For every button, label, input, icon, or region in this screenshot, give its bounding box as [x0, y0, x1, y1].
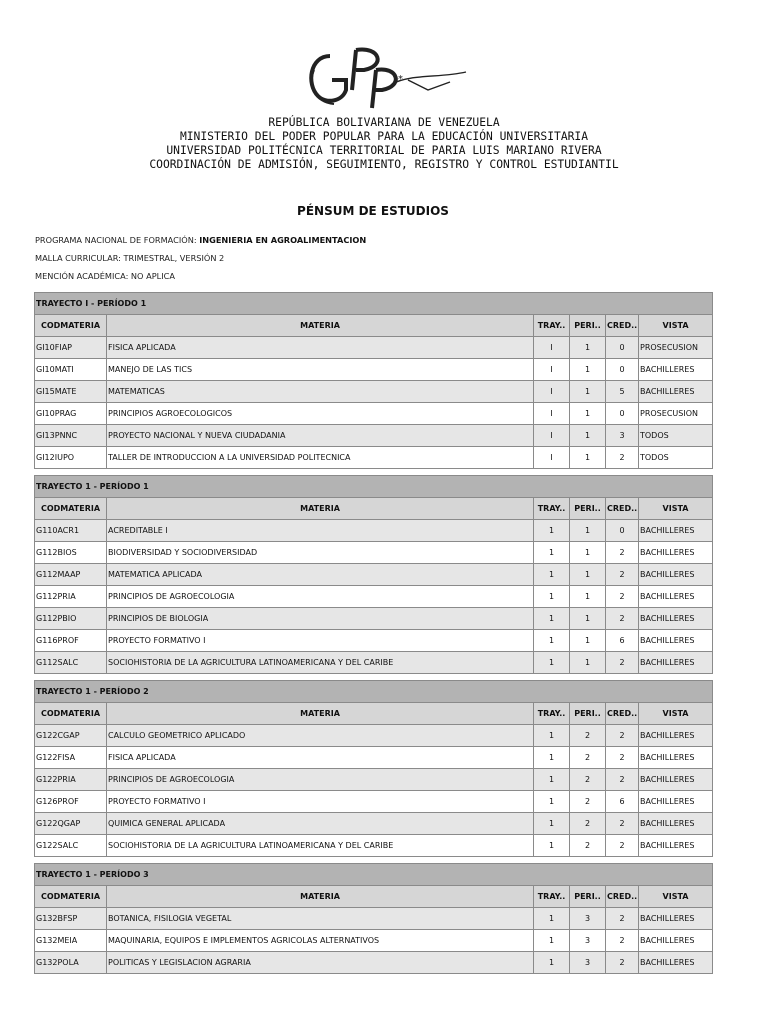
- table-cell: 0: [606, 520, 639, 542]
- column-header: CRED..: [606, 315, 639, 337]
- column-header: MATERIA: [107, 703, 534, 725]
- table-row: [35, 586, 713, 608]
- table-cell: 1: [570, 447, 606, 469]
- table-cell: 2: [606, 835, 639, 857]
- column-header: PERI..: [570, 315, 606, 337]
- table-cell: 1: [534, 769, 570, 791]
- table-cell: G126PROF: [35, 791, 107, 813]
- table-row: [35, 608, 713, 630]
- column-header: CODMATERIA: [35, 315, 107, 337]
- table-cell: BACHILLERES: [639, 813, 713, 835]
- table-cell: G122FISA: [35, 747, 107, 769]
- table-cell: 2: [606, 608, 639, 630]
- table-cell: PRINCIPIOS DE AGROECOLOGIA: [107, 769, 534, 791]
- table-cell: FISICA APLICADA: [107, 337, 534, 359]
- table-cell: 1: [534, 652, 570, 674]
- column-header: CODMATERIA: [35, 703, 107, 725]
- section-title: TRAYECTO 1 - PERÍODO 3: [35, 864, 713, 886]
- table-cell: PROYECTO FORMATIVO I: [107, 791, 534, 813]
- table-cell: BACHILLERES: [639, 520, 713, 542]
- table-cell: BACHILLERES: [639, 381, 713, 403]
- table-cell: 2: [606, 769, 639, 791]
- table-cell: 1: [570, 586, 606, 608]
- table-cell: 1: [570, 425, 606, 447]
- table-cell: 2: [606, 930, 639, 952]
- column-header: TRAY..: [534, 498, 570, 520]
- section-header: [35, 293, 713, 315]
- table-cell: G112PRIA: [35, 586, 107, 608]
- section-title: TRAYECTO I - PERÍODO 1: [35, 293, 713, 315]
- table-cell: 2: [570, 747, 606, 769]
- table-cell: 1: [534, 908, 570, 930]
- column-header-row: [35, 703, 713, 725]
- column-header: CODMATERIA: [35, 886, 107, 908]
- table-row: [35, 542, 713, 564]
- table-cell: 1: [570, 652, 606, 674]
- programa-line: [35, 235, 366, 245]
- table-cell: 1: [570, 520, 606, 542]
- table-cell: G132BFSP: [35, 908, 107, 930]
- table-cell: 1: [570, 630, 606, 652]
- table-cell: 0: [606, 337, 639, 359]
- section-title: TRAYECTO 1 - PERÍODO 1: [35, 476, 713, 498]
- table-cell: BACHILLERES: [639, 747, 713, 769]
- column-header: CODMATERIA: [35, 498, 107, 520]
- table-cell: 2: [570, 813, 606, 835]
- table-cell: 2: [606, 813, 639, 835]
- header-line-2: MINISTERIO DEL PODER POPULAR PARA LA EDUCACIÓN UNIVERSITARIA: [179, 130, 589, 143]
- table-cell: G116PROF: [35, 630, 107, 652]
- table-cell: 1: [534, 630, 570, 652]
- table-cell: 2: [606, 652, 639, 674]
- section-table: [34, 680, 713, 857]
- table-cell: 1: [570, 337, 606, 359]
- column-header: CRED..: [606, 703, 639, 725]
- table-cell: 6: [606, 630, 639, 652]
- column-header-row: [35, 886, 713, 908]
- table-cell: 2: [570, 791, 606, 813]
- table-cell: PRINCIPIOS AGROECOLOGICOS: [107, 403, 534, 425]
- table-cell: BACHILLERES: [639, 608, 713, 630]
- svg-text:*: *: [398, 74, 403, 85]
- table-cell: GI10PRAG: [35, 403, 107, 425]
- table-cell: BACHILLERES: [639, 586, 713, 608]
- table-cell: SOCIOHISTORIA DE LA AGRICULTURA LATINOAMERICANA Y DEL CARIBE: [107, 835, 534, 857]
- table-cell: MAQUINARIA, EQUIPOS E IMPLEMENTOS AGRICOLAS ALTERNATIVOS: [107, 930, 534, 952]
- table-cell: I: [534, 381, 570, 403]
- table-cell: 1: [534, 586, 570, 608]
- table-row: [35, 337, 713, 359]
- table-row: [35, 835, 713, 857]
- table-row: [35, 908, 713, 930]
- column-header-row: [35, 315, 713, 337]
- table-cell: 1: [534, 564, 570, 586]
- table-cell: 2: [606, 564, 639, 586]
- section-title: TRAYECTO 1 - PERÍODO 2: [35, 681, 713, 703]
- table-cell: CALCULO GEOMETRICO APLICADO: [107, 725, 534, 747]
- table-cell: PROYECTO FORMATIVO I: [107, 630, 534, 652]
- table-cell: 2: [570, 769, 606, 791]
- table-cell: GI10FIAP: [35, 337, 107, 359]
- table-cell: GI10MATI: [35, 359, 107, 381]
- table-cell: G132MEIA: [35, 930, 107, 952]
- table-row: [35, 381, 713, 403]
- column-header-row: [35, 498, 713, 520]
- table-cell: 2: [606, 908, 639, 930]
- header-line-1: REPÚBLICA BOLIVARIANA DE VENEZUELA: [268, 116, 500, 129]
- column-header: TRAY..: [534, 315, 570, 337]
- column-header: MATERIA: [107, 886, 534, 908]
- column-header: VISTA: [639, 886, 713, 908]
- table-cell: G112PBIO: [35, 608, 107, 630]
- table-row: [35, 425, 713, 447]
- table-cell: G122PRIA: [35, 769, 107, 791]
- column-header: CRED..: [606, 886, 639, 908]
- table-cell: I: [534, 425, 570, 447]
- table-cell: 2: [570, 835, 606, 857]
- table-cell: FISICA APLICADA: [107, 747, 534, 769]
- table-cell: PROYECTO NACIONAL Y NUEVA CIUDADANIA: [107, 425, 534, 447]
- table-cell: BIODIVERSIDAD Y SOCIODIVERSIDAD: [107, 542, 534, 564]
- section-table: [34, 292, 713, 469]
- table-cell: POLITICAS Y LEGISLACION AGRARIA: [107, 952, 534, 974]
- table-row: [35, 952, 713, 974]
- table-cell: I: [534, 337, 570, 359]
- column-header: MATERIA: [107, 315, 534, 337]
- table-cell: 1: [570, 608, 606, 630]
- table-cell: 1: [570, 403, 606, 425]
- table-cell: 6: [606, 791, 639, 813]
- table-cell: 1: [534, 813, 570, 835]
- mencion-line: MENCIÓN ACADÉMICA: NO APLICA: [35, 271, 175, 281]
- table-cell: 1: [534, 835, 570, 857]
- table-cell: QUIMICA GENERAL APLICADA: [107, 813, 534, 835]
- table-cell: 1: [534, 791, 570, 813]
- table-cell: 2: [606, 725, 639, 747]
- table-cell: GI15MATE: [35, 381, 107, 403]
- table-cell: 3: [570, 930, 606, 952]
- table-cell: 0: [606, 403, 639, 425]
- table-cell: 1: [534, 520, 570, 542]
- column-header: VISTA: [639, 498, 713, 520]
- table-cell: PRINCIPIOS DE AGROECOLOGIA: [107, 586, 534, 608]
- table-cell: 5: [606, 381, 639, 403]
- table-cell: BOTANICA, FISILOGIA VEGETAL: [107, 908, 534, 930]
- table-cell: 1: [534, 930, 570, 952]
- table-cell: TODOS: [639, 425, 713, 447]
- table-cell: 3: [570, 952, 606, 974]
- column-header: TRAY..: [534, 886, 570, 908]
- table-cell: BACHILLERES: [639, 359, 713, 381]
- table-cell: BACHILLERES: [639, 542, 713, 564]
- table-cell: BACHILLERES: [639, 908, 713, 930]
- table-row: [35, 747, 713, 769]
- table-cell: 1: [534, 608, 570, 630]
- table-cell: I: [534, 359, 570, 381]
- table-cell: 1: [570, 359, 606, 381]
- table-cell: BACHILLERES: [639, 769, 713, 791]
- table-cell: G112BIOS: [35, 542, 107, 564]
- table-cell: BACHILLERES: [639, 564, 713, 586]
- table-cell: MATEMATICAS: [107, 381, 534, 403]
- table-cell: 2: [606, 447, 639, 469]
- column-header: TRAY..: [534, 703, 570, 725]
- table-cell: 1: [534, 747, 570, 769]
- table-cell: ACREDITABLE I: [107, 520, 534, 542]
- section-header: [35, 864, 713, 886]
- table-cell: PROSECUSION: [639, 403, 713, 425]
- table-cell: BACHILLERES: [639, 652, 713, 674]
- column-header: PERI..: [570, 703, 606, 725]
- institution-header: [0, 116, 768, 172]
- table-cell: BACHILLERES: [639, 835, 713, 857]
- malla-line: MALLA CURRICULAR: TRIMESTRAL, VERSIÓN 2: [35, 253, 225, 263]
- table-cell: 1: [534, 725, 570, 747]
- table-cell: BACHILLERES: [639, 791, 713, 813]
- table-cell: TODOS: [639, 447, 713, 469]
- table-cell: 2: [606, 952, 639, 974]
- table-cell: TALLER DE INTRODUCCION A LA UNIVERSIDAD POLITECNICA: [107, 447, 534, 469]
- programa-value: INGENIERIA EN AGROALIMENTACION: [199, 235, 367, 245]
- document-title: PÉNSUM DE ESTUDIOS: [297, 204, 449, 218]
- table-cell: G122QGAP: [35, 813, 107, 835]
- table-cell: G122SALC: [35, 835, 107, 857]
- table-cell: 2: [606, 586, 639, 608]
- table-row: [35, 630, 713, 652]
- table-cell: BACHILLERES: [639, 930, 713, 952]
- section-table: [34, 475, 713, 674]
- table-cell: 2: [606, 542, 639, 564]
- table-cell: G122CGAP: [35, 725, 107, 747]
- table-cell: G112SALC: [35, 652, 107, 674]
- programa-label: PROGRAMA NACIONAL DE FORMACIÓN:: [35, 235, 197, 245]
- table-cell: 2: [570, 725, 606, 747]
- table-cell: 1: [534, 542, 570, 564]
- table-cell: GI13PNNC: [35, 425, 107, 447]
- table-cell: MATEMATICA APLICADA: [107, 564, 534, 586]
- table-row: [35, 652, 713, 674]
- table-cell: G132POLA: [35, 952, 107, 974]
- table-cell: SOCIOHISTORIA DE LA AGRICULTURA LATINOAMERICANA Y DEL CARIBE: [107, 652, 534, 674]
- table-cell: I: [534, 403, 570, 425]
- table-row: [35, 930, 713, 952]
- table-row: [35, 791, 713, 813]
- header-line-4: COORDINACIÓN DE ADMISIÓN, SEGUIMIENTO, REGISTRO Y CONTROL ESTUDIANTIL: [149, 158, 619, 171]
- table-row: [35, 447, 713, 469]
- table-cell: BACHILLERES: [639, 725, 713, 747]
- table-cell: I: [534, 447, 570, 469]
- university-logo: [300, 44, 470, 114]
- column-header: MATERIA: [107, 498, 534, 520]
- table-cell: 1: [570, 542, 606, 564]
- table-cell: PRINCIPIOS DE BIOLOGIA: [107, 608, 534, 630]
- table-row: [35, 403, 713, 425]
- table-cell: 1: [534, 952, 570, 974]
- table-cell: MANEJO DE LAS TICS: [107, 359, 534, 381]
- table-cell: 3: [606, 425, 639, 447]
- table-row: [35, 813, 713, 835]
- table-cell: 0: [606, 359, 639, 381]
- table-row: [35, 725, 713, 747]
- header-line-3: UNIVERSIDAD POLITÉCNICA TERRITORIAL DE PARIA LUIS MARIANO RIVERA: [166, 144, 602, 157]
- table-row: [35, 359, 713, 381]
- table-row: [35, 564, 713, 586]
- table-cell: G110ACR1: [35, 520, 107, 542]
- table-cell: PROSECUSION: [639, 337, 713, 359]
- section-header: [35, 476, 713, 498]
- table-cell: 2: [606, 747, 639, 769]
- table-row: [35, 769, 713, 791]
- section-table: [34, 863, 713, 974]
- table-cell: 3: [570, 908, 606, 930]
- table-cell: 1: [570, 381, 606, 403]
- column-header: CRED..: [606, 498, 639, 520]
- column-header: VISTA: [639, 315, 713, 337]
- table-row: [35, 520, 713, 542]
- column-header: PERI..: [570, 498, 606, 520]
- table-cell: 1: [570, 564, 606, 586]
- table-cell: BACHILLERES: [639, 952, 713, 974]
- column-header: VISTA: [639, 703, 713, 725]
- section-header: [35, 681, 713, 703]
- table-cell: BACHILLERES: [639, 630, 713, 652]
- table-cell: GI12IUPO: [35, 447, 107, 469]
- column-header: PERI..: [570, 886, 606, 908]
- table-cell: G112MAAP: [35, 564, 107, 586]
